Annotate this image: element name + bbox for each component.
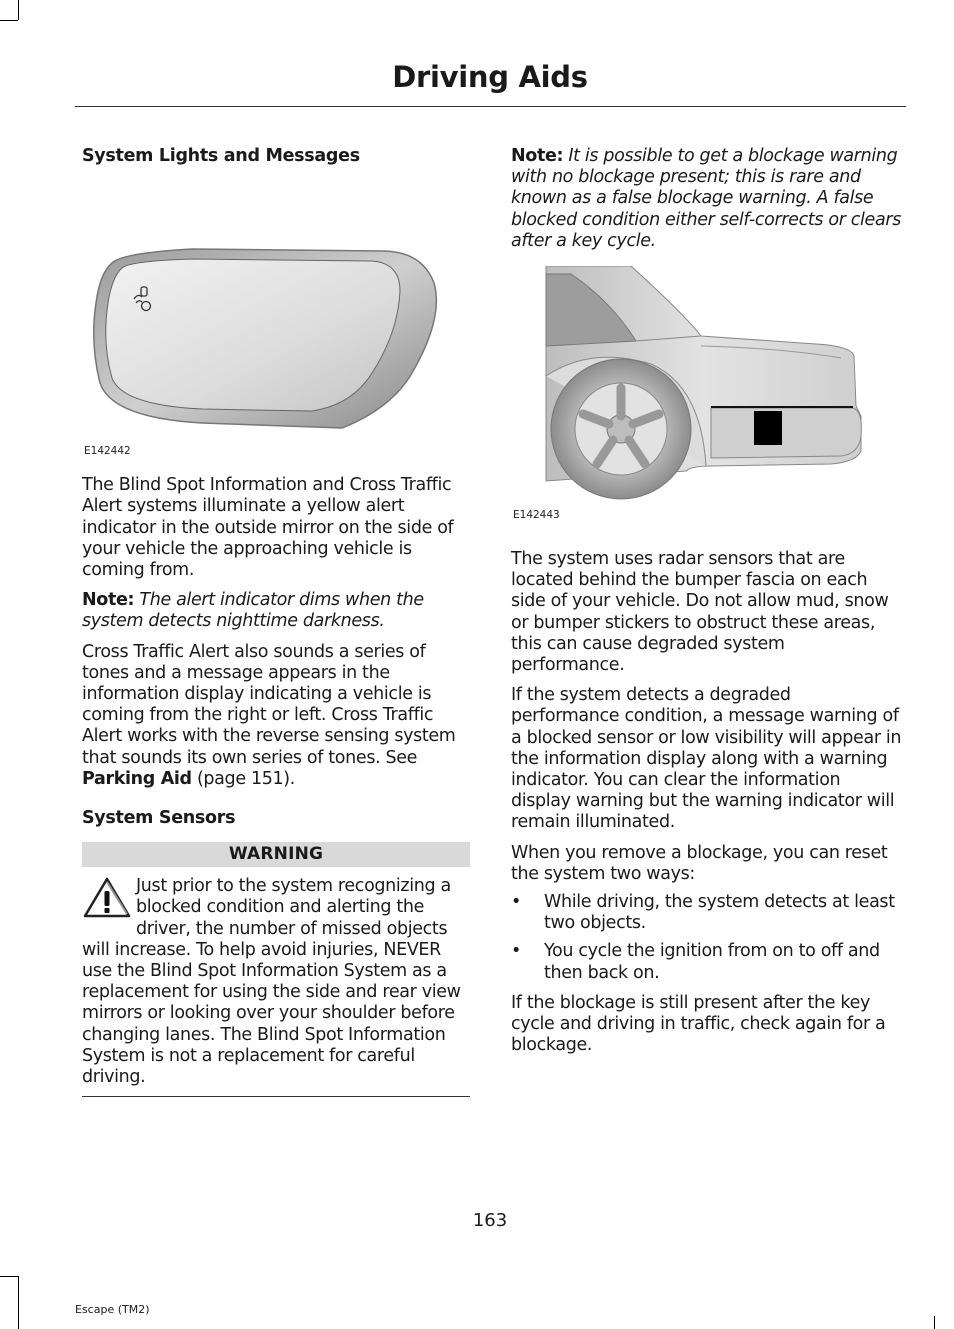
right-column — [511, 146, 903, 1056]
note-label: Note: — [511, 146, 564, 166]
section-heading: System Lights and Messages — [82, 146, 360, 166]
paragraph: When you remove a blockage, you can reset the system two ways: — [511, 842, 888, 884]
footer-model: Escape (TM2) — [75, 1303, 150, 1316]
warning-text: Just prior to the system recognizing a blocked condition and alerting the driver, the number of missed objects will increase. To help avoid injuries, NEVER use the Blind Spot Information System as a replacement for using the side and rear view mirrors or looking over your shoulder before changing lanes. The Blind Spot Information System is not a replacement for careful driving. — [82, 876, 461, 1088]
note — [511, 146, 903, 252]
warning-triangle-icon — [82, 876, 132, 920]
page-title: Driving Aids — [392, 60, 588, 94]
note-text: The alert indicator dims when the system detects nighttime darkness. — [82, 590, 424, 632]
radar-sensor-location — [754, 411, 782, 445]
section-heading: System Sensors — [82, 808, 236, 829]
mirror-figure — [82, 173, 470, 458]
bullet-list — [511, 892, 903, 984]
page-number: 163 — [472, 1210, 508, 1231]
paragraph: The Blind Spot Information and Cross Traffic Alert systems illuminate a yellow alert indicator in the outside mirror on the side of your vehicle the approaching vehicle is coming from. — [82, 475, 454, 581]
warning-header: WARNING — [82, 842, 470, 867]
page-reference: (page 151). — [191, 768, 295, 789]
car-rear-figure — [511, 266, 903, 536]
warning-box — [82, 876, 470, 1088]
list-item — [511, 941, 903, 983]
paragraph — [82, 642, 470, 790]
crop-mark — [0, 1276, 18, 1277]
crop-mark — [934, 1316, 935, 1329]
bullet: • — [511, 892, 521, 913]
crop-mark — [0, 20, 18, 21]
list-item-text: While driving, the system detects at least two objects. — [544, 892, 895, 934]
car-rear-illustration — [511, 266, 903, 516]
note — [82, 590, 470, 632]
figure-id: E142442 — [84, 445, 131, 458]
paragraph: The system uses radar sensors that are located behind the bumper fascia on each side of your vehicle. Do not allow mud, snow or bumper stickers to obstruct these areas, this can cause degraded system performance. — [511, 549, 889, 676]
note-label: Note: — [82, 590, 135, 611]
crop-mark — [18, 0, 19, 20]
left-column — [82, 146, 470, 1097]
paragraph: If the system detects a degraded performance condition, a message warning of a blocked sensor or low visibility will appear in the information display along with a warning indicator. You can clear the information display warning but the warning indicator will remain illuminated. — [511, 685, 902, 833]
note-text: It is possible to get a blockage warning with no blockage present; this is rare and known as a false blockage warning. A false blocked condition either self-corrects or clears after a key cycle. — [511, 146, 901, 251]
header-rule — [75, 106, 906, 107]
crop-mark — [18, 1276, 19, 1329]
paragraph: If the blockage is still present after the key cycle and driving in traffic, check again for a blockage. — [511, 992, 886, 1056]
figure-id: E142443 — [513, 509, 560, 522]
warning-rule — [82, 1096, 470, 1097]
bullet: • — [511, 941, 521, 962]
cross-reference-link[interactable]: Parking Aid — [82, 768, 192, 789]
mirror-illustration — [82, 173, 470, 435]
list-item — [511, 892, 903, 934]
list-item-text: You cycle the ignition from on to off and then back on. — [544, 941, 880, 983]
paragraph-text: Cross Traffic Alert also sounds a series of tones and a message appears in the information display indicating a vehicle is coming from the right or left. Cross Traffic Alert works with the reverse sensing system that sounds its own series of tones. See — [82, 641, 456, 768]
